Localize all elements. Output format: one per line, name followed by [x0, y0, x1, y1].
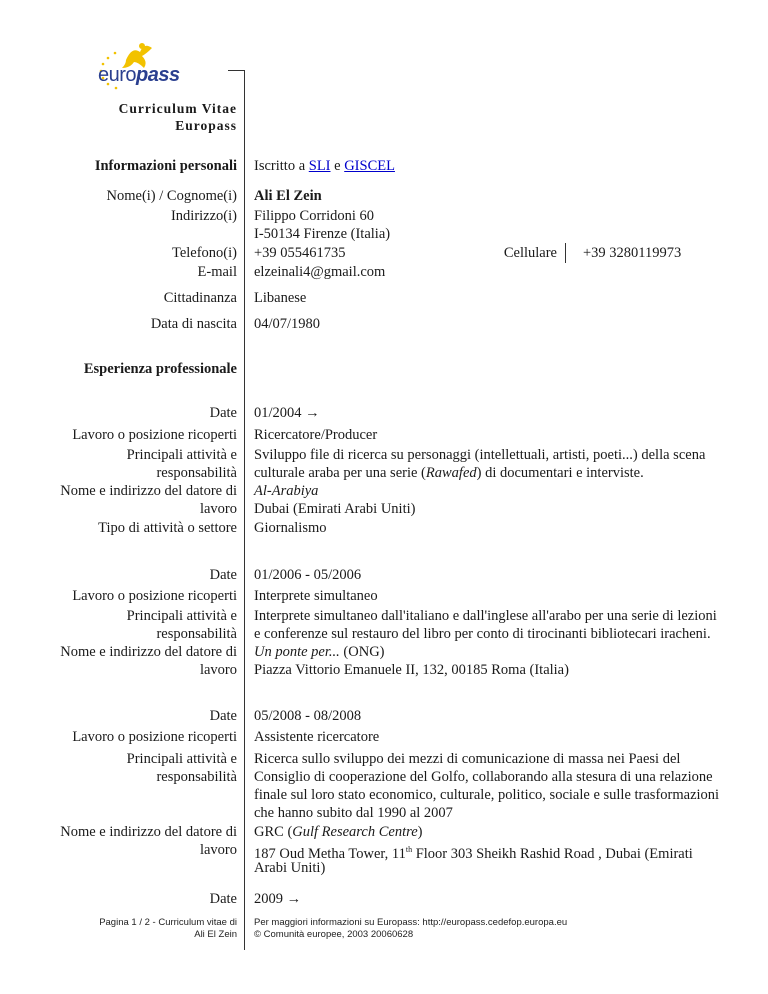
- job3-activities-label: Principali attività e: [126, 751, 237, 767]
- giscel-link[interactable]: GISCEL: [344, 158, 395, 174]
- job3-employer-address-line2: Arabi Uniti): [254, 860, 326, 876]
- job2-position-label: Lavoro o posizione ricoperti: [72, 588, 237, 604]
- job2-activities-label: Principali attività e: [126, 608, 237, 624]
- name-value: Ali El Zein: [254, 188, 322, 204]
- job1-sector-label: Tipo di attività o settore: [98, 520, 237, 536]
- footer-author: Ali El Zein: [194, 929, 237, 940]
- phone-label: Telefono(i): [171, 245, 237, 261]
- job1-position-label: Lavoro o posizione ricoperti: [72, 427, 237, 443]
- logo-pass-text: pass: [136, 64, 180, 86]
- mobile-separator: [565, 243, 566, 263]
- job1-activities-label-2: responsabilità: [156, 465, 237, 481]
- job2-date-label: Date: [209, 567, 237, 583]
- job1-employer-address: Dubai (Emirati Arabi Uniti): [254, 501, 416, 517]
- cv-title: [119, 100, 237, 134]
- footer-right: [254, 917, 567, 941]
- job2-activities-label-2: responsabilità: [156, 626, 237, 642]
- job2-activities-line2: e conferenze sul restauro del libro per conto di tirocinanti bibliotecari iracheni.: [254, 626, 711, 642]
- job1-date-label: Date: [209, 405, 237, 421]
- column-divider: [244, 70, 245, 950]
- email-label: E-mail: [197, 264, 237, 280]
- europass-logo: [86, 38, 196, 94]
- section-experience: Esperienza professionale: [83, 361, 237, 377]
- phone-value: +39 055461735: [254, 245, 346, 261]
- job3-employer-label: Nome e indirizzo del datore di: [60, 824, 237, 840]
- footer-left: [99, 917, 237, 941]
- job4-date-label: Date: [209, 891, 237, 907]
- job1-sector: Giornalismo: [254, 520, 327, 536]
- job3-employer-label-2: lavoro: [199, 842, 237, 858]
- footer-europass-info: Per maggiori informazioni su Europass: http://europass.cedefop.europa.eu: [254, 917, 568, 928]
- logo-tick-line: [228, 70, 245, 71]
- job1-activities-line1: Sviluppo file di ricerca su personaggi (intellettuali, artisti, poeti...) della scena: [254, 447, 706, 463]
- birthdate-label: Data di nascita: [150, 316, 237, 332]
- job3-position-label: Lavoro o posizione ricoperti: [72, 729, 237, 745]
- job3-position: Assistente ricercatore: [254, 729, 380, 745]
- address-label: Indirizzo(i): [170, 208, 237, 224]
- job3-activities-label-2: responsabilità: [156, 769, 237, 785]
- footer-copyright: © Comunità europee, 2003 20060628: [254, 929, 414, 940]
- job3-date: 05/2008 - 08/2008: [254, 708, 362, 724]
- logo-euro-text: euro: [98, 64, 137, 86]
- citizenship-label: Cittadinanza: [163, 290, 237, 306]
- job1-employer-label: Nome e indirizzo del datore di: [60, 483, 237, 499]
- birthdate-value: 04/07/1980: [254, 316, 321, 332]
- citizenship-value: Libanese: [254, 290, 307, 306]
- job3-activities-line2: Consiglio di cooperazione del Golfo, collaborando alla stesura di una relazione: [254, 769, 713, 785]
- email-value: elzeinali4@gmail.com: [254, 264, 386, 280]
- mobile-value: +39 3280119973: [583, 245, 682, 261]
- address-line2: I-50134 Firenze (Italia): [254, 226, 391, 242]
- cv-title-line2: Europass: [175, 118, 237, 133]
- job4-date: 2009 →: [254, 891, 302, 907]
- job2-position: Interprete simultaneo: [254, 588, 378, 604]
- section-personal-info: Informazioni personali: [94, 158, 237, 174]
- job2-employer-name: Un ponte per... (ONG): [254, 644, 385, 660]
- job3-activities-line3: finale sul loro stato economico, culturale, politico, sociale e sulle trasformazioni: [254, 787, 720, 803]
- job3-activities-line1: Ricerca sullo sviluppo dei mezzi di comunicazione di massa nei Paesi del: [254, 751, 681, 767]
- job1-activities-line2: culturale araba per una serie (Rawafed) di documentari e interviste.: [254, 465, 644, 481]
- job1-position: Ricercatore/Producer: [254, 427, 378, 443]
- cv-title-line1: Curriculum Vitae: [118, 101, 237, 116]
- job3-employer-name: GRC (Gulf Research Centre): [254, 824, 423, 840]
- address-line1: Filippo Corridoni 60: [254, 208, 375, 224]
- job1-employer-name: Al-Arabiya: [254, 483, 319, 499]
- membership-note: Iscritto a SLI e GISCEL: [254, 158, 395, 174]
- job3-activities-line4: che hanno subito dal 1990 al 2007: [254, 805, 453, 821]
- job1-employer-label-2: lavoro: [199, 501, 237, 517]
- sli-link[interactable]: SLI: [308, 158, 331, 174]
- footer-page-info: Pagina 1 / 2 - Curriculum vitae di: [99, 917, 237, 928]
- job2-employer-label-2: lavoro: [199, 662, 237, 678]
- job1-date: 01/2004 →: [254, 405, 320, 421]
- job2-activities-line1: Interprete simultaneo dall'italiano e dall'inglese all'arabo per una serie di lezioni: [254, 608, 717, 624]
- job2-date: 01/2006 - 05/2006: [254, 567, 362, 583]
- job2-employer-label: Nome e indirizzo del datore di: [60, 644, 237, 660]
- mobile-label: Cellulare: [503, 245, 557, 261]
- job3-employer-address-line1: 187 Oud Metha Tower, 11th Floor 303 Sheikh Rashid Road , Dubai (Emirati: [254, 845, 693, 862]
- name-label: Nome(i) / Cognome(i): [106, 188, 237, 204]
- job1-activities-label: Principali attività e: [126, 447, 237, 463]
- job3-date-label: Date: [209, 708, 237, 724]
- job2-employer-address: Piazza Vittorio Emanuele II, 132, 00185 Roma (Italia): [254, 662, 569, 678]
